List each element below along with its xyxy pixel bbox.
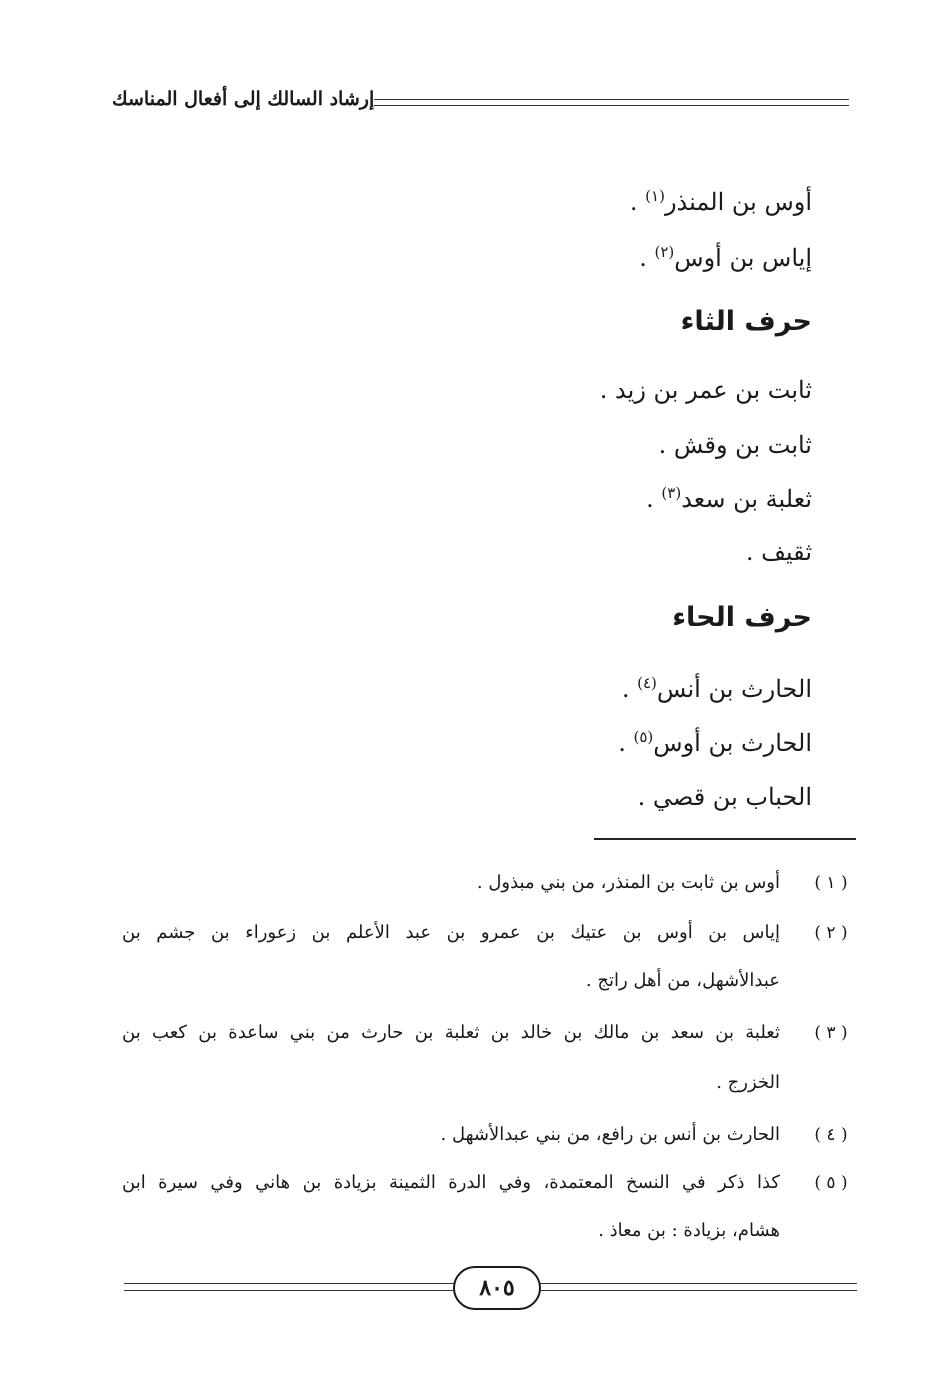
footnote-text: الحارث بن أنس بن رافع، من بني عبدالأشهل . (440, 1124, 780, 1145)
footnote-number: ( ٥ ) (814, 1173, 848, 1193)
footnote-text-continued: هشام، بزيادة : بن معاذ . (598, 1220, 780, 1241)
footer-rule-left-bottom (124, 1290, 454, 1291)
footnote-text: أوس بن ثابت بن المنذر، من بني مبذول . (476, 872, 780, 893)
section-heading-tha: حرف الثاء (680, 306, 812, 337)
header-rule-top (374, 99, 849, 100)
footnote-number: ( ٢ ) (814, 923, 848, 943)
page-number-badge (453, 1266, 541, 1310)
footnote-ref: (٥) (633, 728, 654, 746)
page-number: ٨٠٥ (479, 1275, 515, 1301)
entry-iyas-ibn-aws: إياس بن أوس$^{(٢)}$ . (639, 243, 812, 272)
footnote-number: ( ٣ ) (814, 1023, 848, 1043)
footnote-number: ( ١ ) (814, 873, 848, 893)
footnote-number: ( ٤ ) (814, 1125, 848, 1145)
entry-harith-ibn-aws: الحارث بن أوس$^{(٥)}$ . (618, 728, 812, 757)
footnote-text-continued: عبدالأشهل، من أهل راتج . (585, 970, 780, 991)
footnote-ref: (٣) (661, 484, 682, 502)
entry-thaqif: ثقيف . (745, 538, 812, 566)
entry-thabit-ibn-umar: ثابت بن عمر بن زيد . (599, 376, 812, 404)
footer-rule-left-top (124, 1283, 454, 1284)
footer-rule-right-top (537, 1283, 857, 1284)
footnote-separator (594, 838, 856, 840)
entry-thaalaba-ibn-saad: ثعلبة بن سعد$^{(٣)}$ . (646, 484, 812, 513)
entry-aws-ibn-al-mundhir: أوس بن المنذر$^{(١)}$ . (629, 187, 812, 216)
section-heading-ha: حرف الحاء (672, 602, 812, 633)
footnote-text: كذا ذكر في النسخ المعتمدة، وفي الدرة الثمينة بزيادة بن هاني وفي سيرة ابن (122, 1172, 780, 1193)
entry-harith-ibn-anas: الحارث بن أنس$^{(٤)}$ . (621, 674, 812, 703)
footnote-ref: (١) (645, 187, 665, 205)
entry-hubab-ibn-qusay: الحباب بن قصي . (637, 783, 812, 811)
entry-thabit-ibn-waqsh: ثابت بن وقش . (658, 431, 812, 459)
footnote-ref: (٤) (637, 674, 657, 692)
footnote-text: إياس بن أوس بن عتيك بن عمرو بن عبد الأعلم بن زعوراء بن جشم بن (122, 922, 780, 943)
footnote-ref: (٢) (654, 243, 675, 261)
header-rule-bottom (374, 105, 849, 106)
running-header-title: إرشاد السالك إلى أفعال المناسك (112, 88, 375, 110)
footnote-text-continued: الخزرج . (716, 1072, 780, 1093)
footer-rule-right-bottom (537, 1290, 857, 1291)
footnote-text: ثعلبة بن سعد بن مالك بن خالد بن ثعلبة بن حارث من بني ساعدة بن كعب بن (122, 1022, 780, 1043)
